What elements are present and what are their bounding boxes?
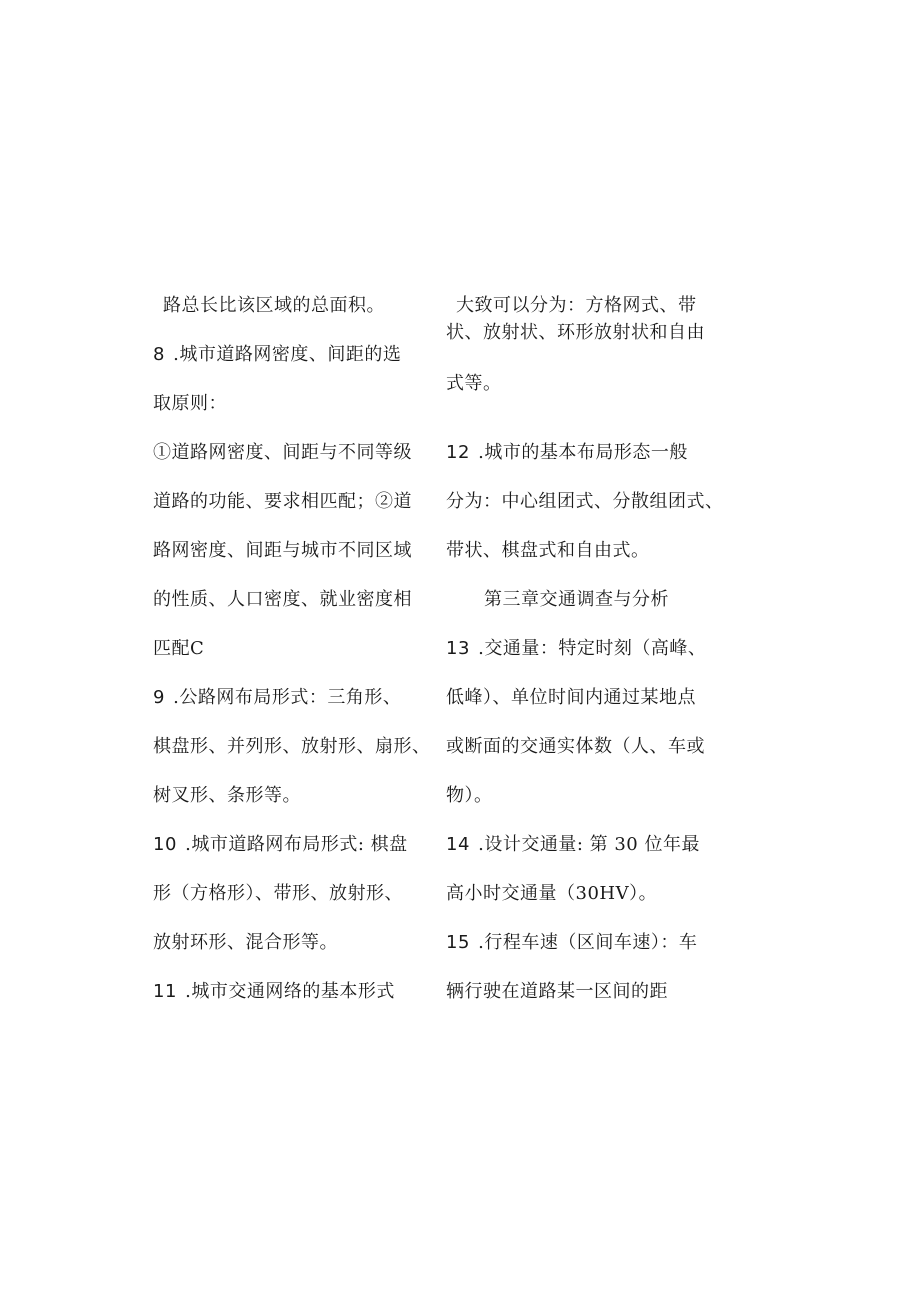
text-span: .城市交通网络的基本形式: [178, 981, 395, 1002]
item-9-heading: [153, 687, 401, 709]
text-line: [446, 373, 502, 395]
text-line: [446, 322, 705, 344]
text-span: 路总长比该区域的总面积。: [163, 295, 385, 316]
text-span: 棋盘形、并列形、放射形、扇形、: [153, 736, 431, 757]
text-line: [446, 491, 724, 513]
text-span: 高小时交通量（30HV）。: [446, 883, 658, 904]
item-number: 11: [153, 981, 177, 1002]
text-line: [456, 295, 697, 317]
text-line: [446, 785, 493, 807]
text-line: [153, 393, 227, 415]
text-span: 第三章交通调查与分析: [484, 589, 669, 610]
text-line: [153, 932, 338, 954]
text-span: 取原则：: [153, 393, 227, 414]
chapter-title: [484, 589, 669, 611]
text-line: [153, 638, 204, 660]
text-span: 辆行驶在道路某一区间的距: [446, 981, 668, 1002]
text-span: .行程车速（区间车速）：车: [471, 932, 698, 953]
text-span: 大致可以分为：方格网式、带: [456, 295, 697, 316]
item-15-heading: [446, 932, 697, 954]
item-number: 12: [446, 442, 470, 463]
text-line: [163, 295, 385, 317]
text-span: 式等。: [446, 373, 502, 394]
item-number: 15: [446, 932, 470, 953]
item-14-heading: [446, 834, 700, 856]
text-span: .交通量：特定时刻（高峰、: [471, 638, 707, 659]
item-13-heading: [446, 638, 706, 660]
item-10-heading: [153, 834, 408, 856]
item-number: 10: [153, 834, 177, 855]
text-span: 树叉形、条形等。: [153, 785, 301, 806]
item-12-heading: [446, 442, 688, 464]
text-span: 分为：中心组团式、分散组团式、: [446, 491, 724, 512]
text-line: [446, 736, 705, 758]
text-line: [153, 540, 412, 562]
text-span: 的性质、人口密度、就业密度相: [153, 589, 412, 610]
text-span: .城市道路网密度、间距的选: [166, 344, 402, 365]
text-span: 放射环形、混合形等。: [153, 932, 338, 953]
text-line: [446, 981, 668, 1003]
item-number: 8: [153, 344, 165, 365]
text-span: 或断面的交通实体数（人、车或: [446, 736, 705, 757]
text-span: ①道路网密度、间距与不同等级: [153, 442, 412, 463]
text-line: [153, 589, 412, 611]
text-line: [446, 687, 696, 709]
text-line: [446, 540, 650, 562]
text-span: 匹配C: [153, 638, 205, 659]
item-number: 9: [153, 687, 165, 708]
text-span: 形（方格形）、带形、放射形、: [153, 883, 403, 904]
text-span: .城市的基本布局形态一般: [471, 442, 688, 463]
item-8-heading: [153, 344, 401, 366]
text-line: [153, 442, 412, 464]
text-span: .公路网布局形式：三角形、: [166, 687, 402, 708]
text-span: 低峰）、单位时间内通过某地点: [446, 687, 696, 708]
item-number: 13: [446, 638, 470, 659]
text-span: 道路的功能、要求相匹配；②道: [153, 491, 412, 512]
text-span: .设计交通量: 第 30 位年最: [471, 834, 700, 855]
text-span: 状、放射状、环形放射状和自由: [446, 322, 705, 343]
item-11-heading: [153, 981, 395, 1003]
text-line: [446, 883, 657, 905]
text-span: 带状、棋盘式和自由式。: [446, 540, 650, 561]
text-line: [153, 491, 412, 513]
text-line: [153, 785, 301, 807]
text-span: .城市道路网布局形式: 棋盘: [178, 834, 408, 855]
text-span: 物）。: [446, 785, 493, 806]
text-line: [153, 883, 403, 905]
item-number: 14: [446, 834, 470, 855]
text-line: [153, 736, 431, 758]
text-span: 路网密度、间距与城市不同区域: [153, 540, 412, 561]
